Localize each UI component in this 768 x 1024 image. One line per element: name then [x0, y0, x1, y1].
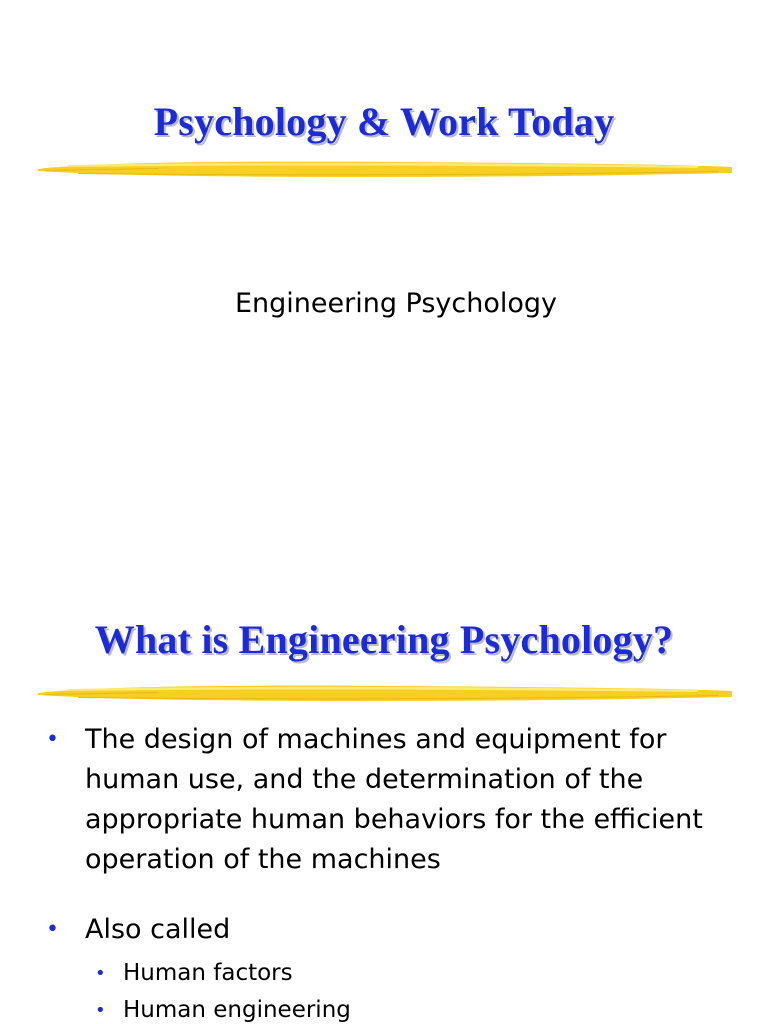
sub-bullet-item — [85, 992, 744, 1024]
bullet-icon: • — [46, 727, 59, 752]
slide-subtitle: Engineering Psychology — [234, 288, 558, 319]
sub-bullet-text: Human engineering — [123, 997, 351, 1023]
title-highlighter-stroke — [38, 156, 732, 182]
sub-bullet-icon: • — [95, 1000, 106, 1021]
bullet-list — [44, 720, 744, 1024]
slide-title: What is Engineering Psychology? — [94, 617, 674, 662]
slide-title: Psychology & Work Today — [153, 99, 615, 144]
bullet-text: Also called — [85, 914, 231, 945]
sub-bullet-icon: • — [95, 963, 106, 984]
sub-bullet-list — [85, 955, 744, 1024]
sub-bullet-text: Human factors — [123, 960, 293, 986]
title-highlighter-stroke — [38, 680, 732, 706]
bullet-item — [44, 720, 744, 880]
bullet-icon: • — [46, 917, 59, 942]
bullet-text: The design of machines and equipment for human use, and the determination of the appropriate human behaviors for the efficient operation of the machines — [85, 724, 703, 875]
sub-bullet-item — [85, 955, 744, 992]
slide-2 — [0, 560, 768, 1024]
bullet-item — [44, 910, 744, 1024]
